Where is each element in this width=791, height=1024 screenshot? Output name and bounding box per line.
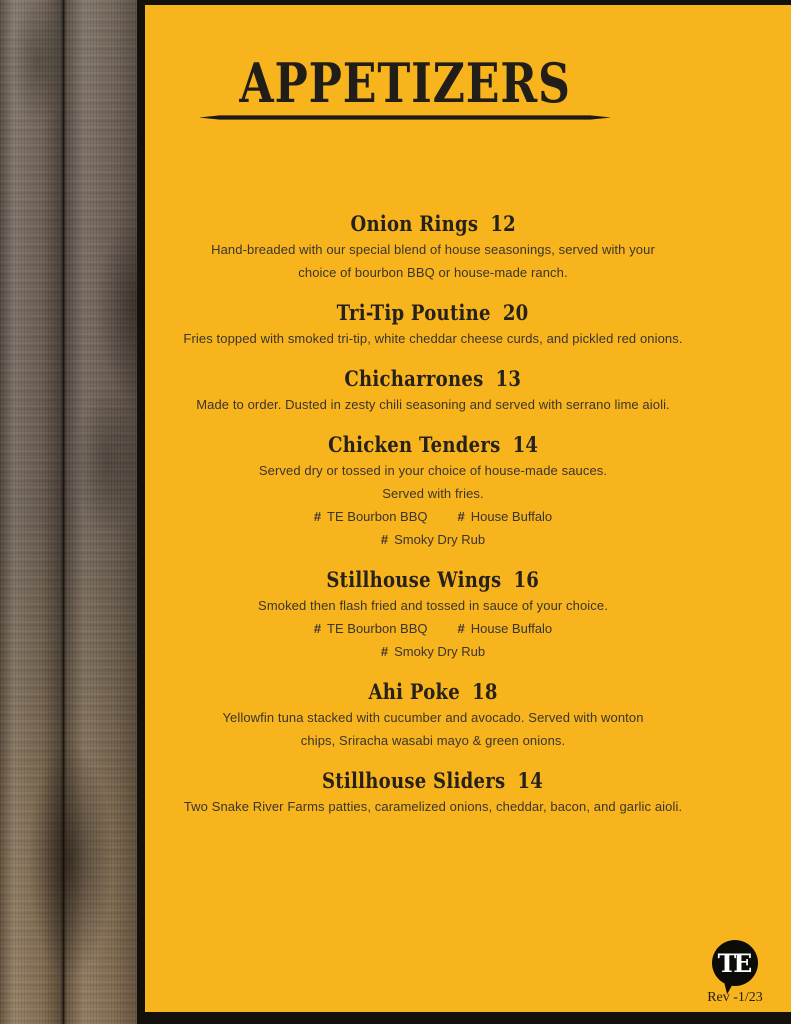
footer-block [697, 940, 773, 1006]
item-heading-row [145, 211, 721, 236]
sauce-bullet-icon: # [313, 621, 322, 636]
menu-item [145, 679, 721, 752]
item-description-line: Hand-breaded with our special blend of house seasonings, served with your [211, 242, 655, 257]
revision-label: Rev -1/23 [707, 990, 763, 1005]
menu-page [137, 0, 791, 1024]
sauce-option [458, 617, 553, 640]
item-description-line: Yellowfin tuna stacked with cucumber and avocado. Served with wonton [222, 710, 644, 725]
item-heading-row [145, 768, 721, 793]
menu-item [145, 211, 721, 284]
item-price: 16 [513, 567, 540, 592]
sauce-option [381, 528, 485, 551]
item-description-line: Made to order. Dusted in zesty chili seasoning and served with serrano lime aioli. [196, 397, 670, 412]
item-name: Chicken Tenders [327, 432, 501, 457]
item-heading [368, 679, 497, 704]
sauce-option [381, 640, 485, 663]
sauce-option [314, 617, 428, 640]
item-description-line: chips, Sriracha wasabi mayo & green onions. [300, 733, 566, 748]
item-heading [337, 300, 529, 325]
sauce-option [458, 505, 553, 528]
item-price: 12 [490, 211, 516, 236]
sauce-options-row [145, 640, 721, 663]
item-description-line: Served with fries. [382, 486, 484, 501]
menu-item [145, 567, 721, 663]
sauce-bullet-icon: # [380, 532, 389, 547]
sauce-options-row [145, 617, 721, 640]
item-heading-row [145, 432, 721, 457]
item-heading-row [145, 679, 721, 704]
sauce-option-label: TE Bourbon BBQ [327, 509, 428, 524]
sauce-option-label: Smoky Dry Rub [394, 532, 486, 547]
item-price: 20 [503, 300, 529, 325]
item-name: Chicharrones [344, 366, 484, 391]
logo-monogram: TE [717, 948, 750, 978]
item-name: Onion Rings [350, 211, 479, 236]
item-price: 13 [495, 366, 522, 391]
wood-background [0, 0, 152, 1024]
sauce-bullet-icon: # [313, 509, 322, 524]
item-name: Ahi Poke [368, 679, 460, 704]
menu-list [145, 211, 721, 834]
item-description-line: choice of bourbon BBQ or house-made ranch. [298, 265, 568, 280]
item-heading-row [145, 300, 721, 325]
page-title: APPETIZERS [239, 51, 571, 115]
item-heading [327, 567, 540, 592]
sauce-bullet-icon: # [380, 644, 389, 659]
restaurant-logo-badge [712, 940, 758, 986]
title-underline [199, 115, 611, 120]
title-block [145, 53, 665, 120]
item-price: 14 [512, 432, 539, 457]
item-description-line: Fries topped with smoked tri-tip, white cheddar cheese curds, and pickled red onions. [183, 331, 683, 346]
item-heading [322, 768, 543, 793]
item-heading [345, 366, 522, 391]
sauce-bullet-icon: # [457, 509, 465, 524]
sauce-option [314, 505, 428, 528]
item-heading [350, 211, 516, 236]
item-name: Stillhouse Wings [326, 567, 502, 592]
sauce-options-row [145, 505, 721, 528]
item-description-line: Smoked then flash fried and tossed in sauce of your choice. [258, 598, 608, 613]
item-name: Tri-Tip Poutine [337, 300, 492, 325]
item-heading-row [145, 366, 721, 391]
item-heading-row [145, 567, 721, 592]
menu-item [145, 366, 721, 416]
item-description-line: Two Snake River Farms patties, caramelized onions, cheddar, bacon, and garlic aioli. [183, 799, 683, 814]
menu-item [145, 432, 721, 551]
sauce-option-label: House Buffalo [470, 509, 553, 524]
sauce-options-row [145, 528, 721, 551]
sauce-option-label: House Buffalo [470, 621, 553, 636]
sauce-bullet-icon: # [457, 621, 465, 636]
item-price: 14 [517, 768, 544, 793]
menu-item [145, 768, 721, 818]
menu-item [145, 300, 721, 350]
sauce-option-label: TE Bourbon BBQ [327, 621, 428, 636]
item-name: Stillhouse Sliders [322, 768, 506, 793]
item-description-line: Served dry or tossed in your choice of house-made sauces. [258, 463, 608, 478]
item-price: 18 [471, 679, 498, 704]
item-heading [328, 432, 538, 457]
sauce-option-label: Smoky Dry Rub [394, 644, 486, 659]
